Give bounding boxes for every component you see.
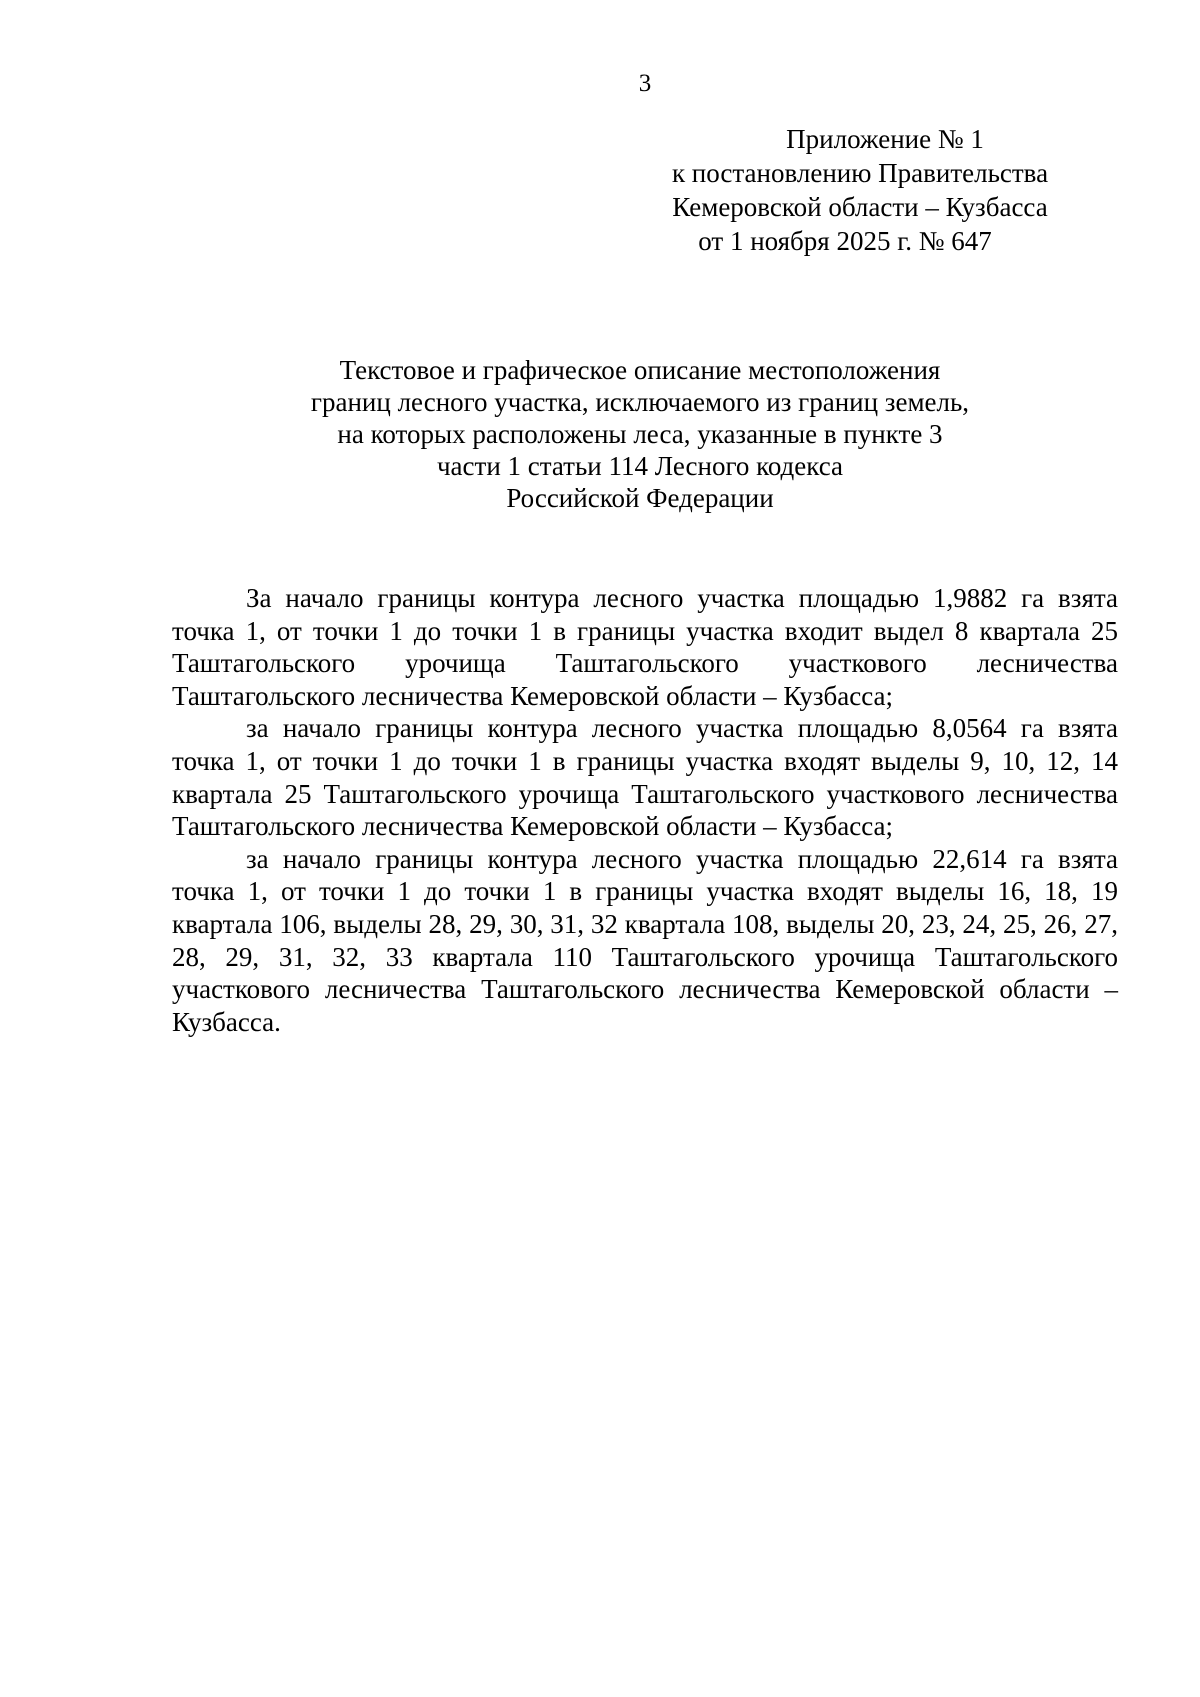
appendix-label: Приложение № 1 (786, 124, 984, 154)
title-line-5: Российской Федерации (506, 483, 774, 513)
title-line-4: части 1 статьи 114 Лесного кодекса (436, 451, 844, 481)
page-number: 3 (638, 70, 652, 97)
appendix-header (600, 122, 1120, 258)
appendix-resolution-ref: к постановлению Правительства (671, 158, 1049, 188)
title-line-3: на которых расположены леса, указанные в пункте 3 (337, 419, 943, 449)
paragraph-2: за начало границы контура лесного участка площадью 8,0564 га взята точка 1, от точки 1 до точки 1 в границы участка входят выделы 9, 10, 12, 14 квартала 25 Таштагольского урочища Таштагольского участкового лесничества Таштагольского лесничества Кемеровской области – Кузбасса; (172, 713, 1118, 842)
paragraph-1: За начало границы контура лесного участка площадью 1,9882 га взята точка 1, от точки 1 до точки 1 в границы участка входит выдел 8 квартала 25 Таштагольского урочища Таштагольского участкового лесничества Таштагольского лесничества Кемеровской области – Кузбасса; (172, 583, 1118, 711)
appendix-date-number: от 1 ноября 2025 г. № 647 (698, 226, 992, 256)
appendix-region: Кемеровской области – Кузбасса (672, 192, 1048, 222)
title-line-1: Текстовое и графическое описание местоположения (339, 355, 941, 385)
title-line-2: границ лесного участка, исключаемого из границ земель, (310, 387, 970, 417)
document-title (170, 354, 1110, 514)
paragraph-3: за начало границы контура лесного участка площадью 22,614 га взята точка 1, от точки 1 до точки 1 в границы участка входят выделы 16, 18, 19 квартала 106, выделы 28, 29, 30, 31, 32 квартала 108, выделы 20, 23, 24, 25, 26, 27, 28, 29, 31, 32, 33 квартала 110 Таштагольского урочища Таштагольского участкового лесничества Таштагольского лесничества Кемеровской области – Кузбасса. (172, 843, 1118, 1037)
document-body (172, 582, 1118, 1038)
